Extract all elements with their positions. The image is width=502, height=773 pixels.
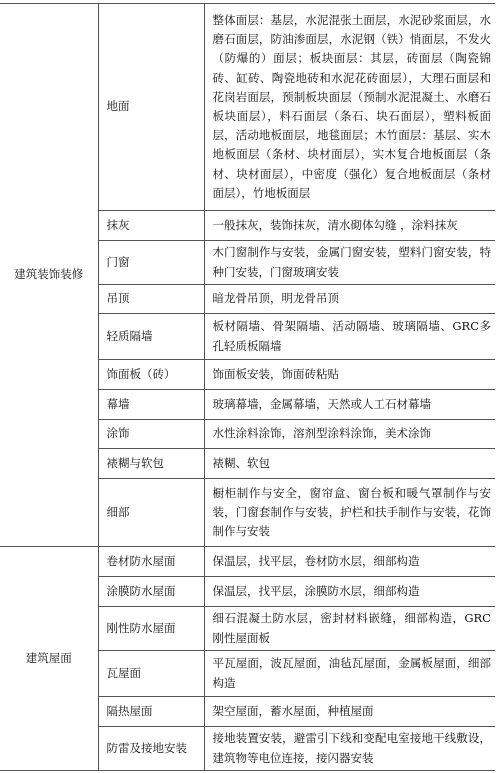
subitem-doors-windows: 门窗 — [98, 241, 204, 285]
subitem-coating: 涂饰 — [98, 420, 204, 449]
subitem-membrane-roof: 卷材防水屋面 — [98, 547, 204, 577]
subitem-facing: 饰面板（砖） — [98, 360, 204, 390]
detail-facing: 饰面板安装，饰面砖粘贴 — [204, 360, 495, 390]
detail-coated-roof: 保温层，找平层，涂膜防水层，细部构造 — [204, 577, 495, 607]
detail-curtain-wall: 玻璃幕墙，金属幕墙，天然或人工石材幕墙 — [204, 390, 495, 420]
subitem-wallpaper: 裱糊与软包 — [98, 449, 204, 479]
detail-membrane-roof: 保温层，找平层，卷材防水层，细部构造 — [204, 547, 495, 577]
detail-partition: 板材隔墙、骨架隔墙、活动隔墙、玻璃隔墙、GRC多孔轻质板隔墙 — [204, 314, 495, 360]
detail-coating: 水性涂料涂饰，溶剂型涂料涂饰，美术涂饰 — [204, 420, 495, 449]
subitem-ceiling: 吊顶 — [98, 285, 204, 314]
detail-doors-windows: 木门窗制作与安装，金属门窗安装，塑料门窗安装，特种门安装，门窗玻璃安装 — [204, 241, 495, 285]
detail-lightning: 接地装置安装，避雷引下线和变配电室接地干线敷设，建筑物等电位连接，接闪器安装 — [204, 727, 495, 771]
category-roofing: 建筑屋面 — [0, 547, 98, 771]
table-row — [0, 4, 495, 211]
detail-details: 橱柜制作与安全，窗帘盒、窗台板和暖气罩制作与安装，门窗套制作与安装，护栏和扶手制作与安装，花饰制作与安装 — [204, 479, 495, 547]
subitem-coated-roof: 涂膜防水屋面 — [98, 577, 204, 607]
subitem-insulated-roof: 隔热屋面 — [98, 697, 204, 727]
subitem-rigid-roof: 刚性防水屋面 — [98, 607, 204, 651]
detail-tile-roof: 平瓦屋面，波瓦屋面，油毡瓦屋面，金属板屋面，细部构造 — [204, 651, 495, 697]
subitem-plaster: 抹灰 — [98, 211, 204, 241]
detail-insulated-roof: 架空屋面，蓄水屋面，种植屋面 — [204, 697, 495, 727]
table-row — [0, 547, 495, 577]
subitem-curtain-wall: 幕墙 — [98, 390, 204, 420]
detail-rigid-roof: 细石混凝土防水层，密封材料嵌缝，细部构造，GRC 刚性屋面板 — [204, 607, 495, 651]
subitem-partition: 轻质隔墙 — [98, 314, 204, 360]
detail-plaster: 一般抹灰，装饰抹灰，清水砌体勾缝 ，涂料抹灰 — [204, 211, 495, 241]
detail-floor: 整体面层：基层，水泥混张土面层，水泥砂浆面层，水磨石面层，防油渗面层，水泥钢（铁）悄面层，不发火（防爆的）面层；板块面层：其层，砖面层（陶瓷锦砖、缸砖、陶瓷地砖和水泥花砖面层），大理石面层和花岗岩面层，预制板块面层（预制水泥混凝土、水磨石板块面层），料石面层（条石、块石面层），塑料板面层，活动地板面层，地毯面层；木竹面层：基层、实木地板面层（条材、块材面层），实木复合地板面层（条材、块材面层），中密度（强化）复合地板面层（条材面层），竹地板面层 — [204, 4, 495, 211]
construction-items-table — [0, 3, 495, 771]
category-decoration: 建筑装饰装修 — [0, 4, 98, 547]
detail-ceiling: 暗龙骨吊顶，明龙骨吊顶 — [204, 285, 495, 314]
detail-wallpaper: 裱糊、软包 — [204, 449, 495, 479]
subitem-tile-roof: 瓦屋面 — [98, 651, 204, 697]
subitem-details: 细部 — [98, 479, 204, 547]
subitem-lightning: 防雷及接地安装 — [98, 727, 204, 771]
subitem-floor: 地面 — [98, 4, 204, 211]
